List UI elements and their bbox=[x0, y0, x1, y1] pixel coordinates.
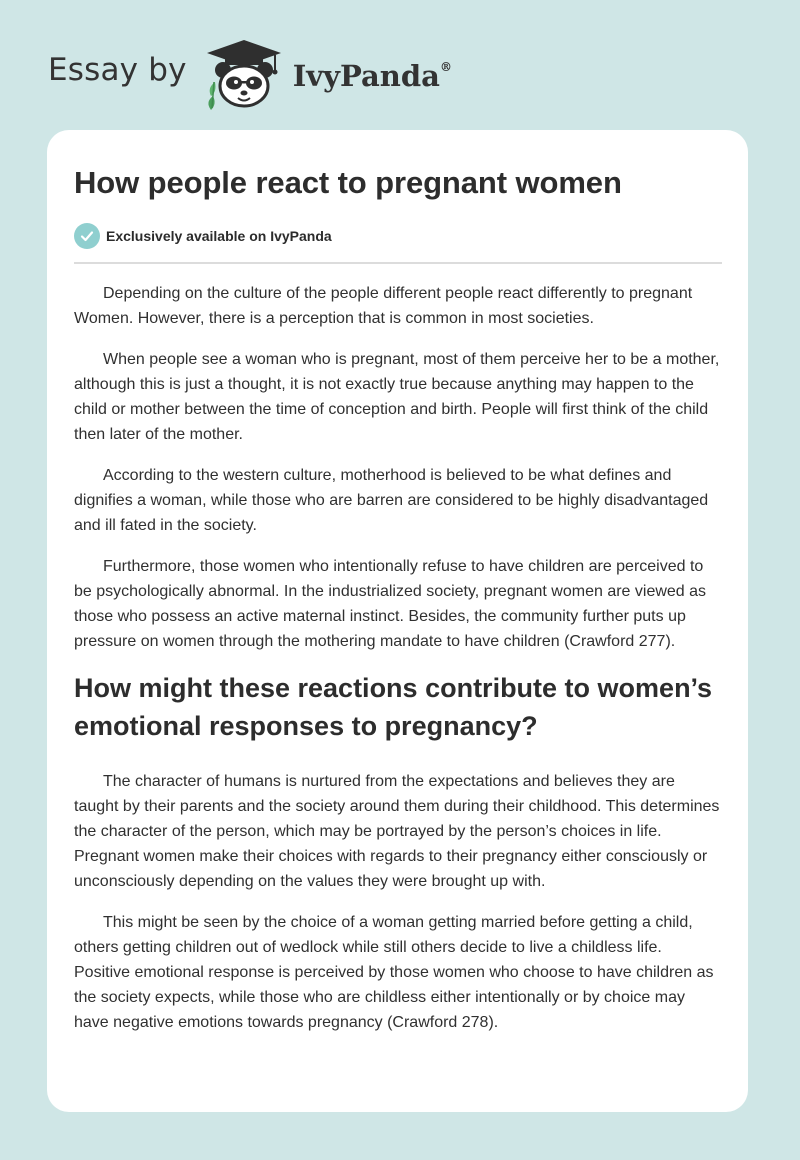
check-circle-icon bbox=[74, 223, 100, 249]
article-card bbox=[47, 130, 748, 1112]
paragraph: The character of humans is nurtured from the expectations and believes they are taught by their parents and the society around them during their childhood. This determines the character of the person, which may be portrayed by the person’s choices in life. Pregnant women make their choices with regards to their pregnancy either consciously or unconsciously depending on the values they were brought up with. bbox=[74, 773, 720, 890]
paragraph: This might be seen by the choice of a woman getting married before getting a child, others getting children out of wedlock while still others decide to live a childless life. Positive emotional response is perceived by those women who choose to have children as the society expects, while those who are childless either intentionally or by choice may have negative emotions towards pregnancy (Crawford 278). bbox=[74, 914, 714, 1031]
registered-mark: ® bbox=[439, 60, 452, 75]
paragraph: Depending on the culture of the people different people react differently to pregnant Women. However, there is a perception that is common in most societies. bbox=[74, 285, 693, 327]
panda-graduate-icon bbox=[201, 38, 287, 110]
paragraph: Furthermore, those women who intentionally refuse to have children are perceived to be psychologically abnormal. In the industrialized society, pregnant women are viewed as those who possess an active maternal instinct. Besides, the community further puts up pressure on women through the mothering mandate to have children (Crawford 277). bbox=[74, 558, 707, 650]
section-heading: How might these reactions contribute to women’s emotional responses to pregnancy? bbox=[74, 673, 713, 741]
exclusive-badge bbox=[74, 223, 722, 249]
paragraph: When people see a woman who is pregnant, most of them perceive her to be a mother, although this is just a thought, it is not exactly true because anything may happen to the child or mother between the time of conception and birth. People will first think of the child then later of the mother. bbox=[74, 351, 720, 443]
exclusive-badge-label: Exclusively available on IvyPanda bbox=[106, 228, 332, 244]
article-title: How people react to pregnant women bbox=[74, 165, 622, 200]
ivypanda-logo[interactable] bbox=[201, 38, 452, 110]
essay-by-label: Essay by bbox=[48, 52, 187, 88]
title-divider bbox=[74, 262, 722, 264]
site-header bbox=[48, 38, 452, 110]
brand-name: IvyPanda® bbox=[292, 59, 452, 93]
paragraph: According to the western culture, motherhood is believed to be what defines and dignifies a woman, while those who are barren are considered to be highly disadvantaged and ill fated in the society. bbox=[74, 467, 709, 534]
